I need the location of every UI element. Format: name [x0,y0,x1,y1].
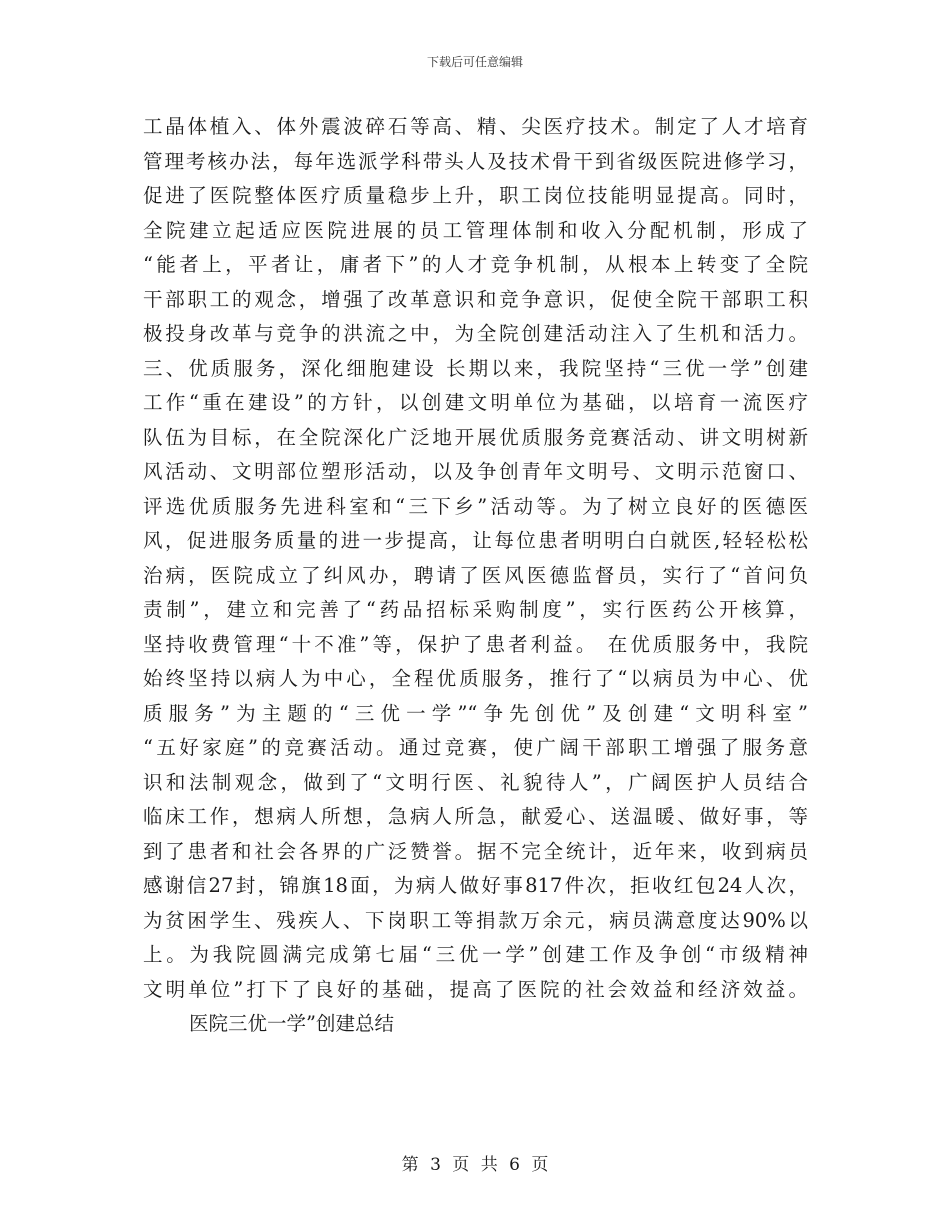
body-line: 临床工作，想病人所想，急病人所急，献爱心、送温暖、做好事，等 [143,805,808,828]
body-line: 感谢信27封，锦旗18面，为病人做好事817件次，拒收红包24人次， [143,874,808,897]
body-line: “能者上，平者让，庸者下”的人才竞争机制，从根本上转变了全院 [143,253,808,276]
body-line: 极投身改革与竞争的洪流之中，为全院创建活动注入了生机和活力。 [143,322,808,345]
body-line: 为贫困学生、残疾人、下岗职工等捐款万余元，病员满意度达90%以 [143,908,808,932]
document-body [143,110,808,1042]
body-line: 管理考核办法，每年选派学科带头人及技术骨干到省级医院进修学习， [143,149,808,173]
body-line: 干部职工的观念，增强了改革意识和竞争意识，促使全院干部职工积 [143,287,808,311]
body-line: 三、优质服务，深化细胞建设 长期以来，我院坚持“三优一学”创建 [143,356,808,380]
page-number-footer: 第 3 页 共 6 页 [401,1155,549,1175]
body-line: 全院建立起适应医院进展的员工管理体制和收入分配机制，形成了 [143,218,808,242]
body-line: 工作“重在建设”的方针，以创建文明单位为基础，以培育一流医疗 [143,391,808,414]
body-line: 治病，医院成立了纠风办，聘请了医风医德监督员，实行了“首问负 [143,563,808,587]
body-line: 队伍为目标，在全院深化广泛地开展优质服务竞赛活动、讲文明树新 [143,425,808,449]
body-line: 文明单位”打下了良好的基础，提高了医院的社会效益和经济效益。 [143,977,808,1001]
body-line: 促进了医院整体医疗质量稳步上升，职工岗位技能明显提高。同时， [143,184,808,207]
body-line: 责制”，建立和完善了“药品招标采购制度”，实行医药公开核算， [143,598,808,621]
page-header-note: 下载后可任意编辑 [426,55,523,69]
body-line: 上。为我院圆满完成第七届“三优一学”创建工作及争创“市级精神 [143,943,808,966]
body-line: 评选优质服务先进科室和“三下乡”活动等。为了树立良好的医德医 [143,494,808,518]
body-line: 风活动、文明部位塑形活动，以及争创青年文明号、文明示范窗口、 [143,460,808,483]
body-line: 坚持收费管理“十不准”等，保护了患者利益。 在优质服务中，我院 [143,632,808,656]
closing-line: 医院三优一学”创建总结 [189,1012,394,1035]
body-line: 质服务”为主题的“三优一学”“争先创优”及创建“文明科室” [143,701,808,725]
body-line: 始终坚持以病人为中心，全程优质服务，推行了“以病员为中心、优 [143,667,808,690]
body-line: 识和法制观念，做到了“文明行医、礼貌待人”，广阔医护人员结合 [143,770,808,794]
body-line: 风，促进服务质量的进一步提高，让每位患者明明白白就医,轻轻松松 [143,529,808,552]
body-line: 工晶体植入、体外震波碎石等高、精、尖医疗技术。制定了人才培育 [143,115,808,138]
body-line: 到了患者和社会各界的广泛赞誉。据不完全统计，近年来，收到病员 [143,839,808,863]
body-line: “五好家庭”的竞赛活动。通过竞赛，使广阔干部职工增强了服务意 [143,736,808,759]
